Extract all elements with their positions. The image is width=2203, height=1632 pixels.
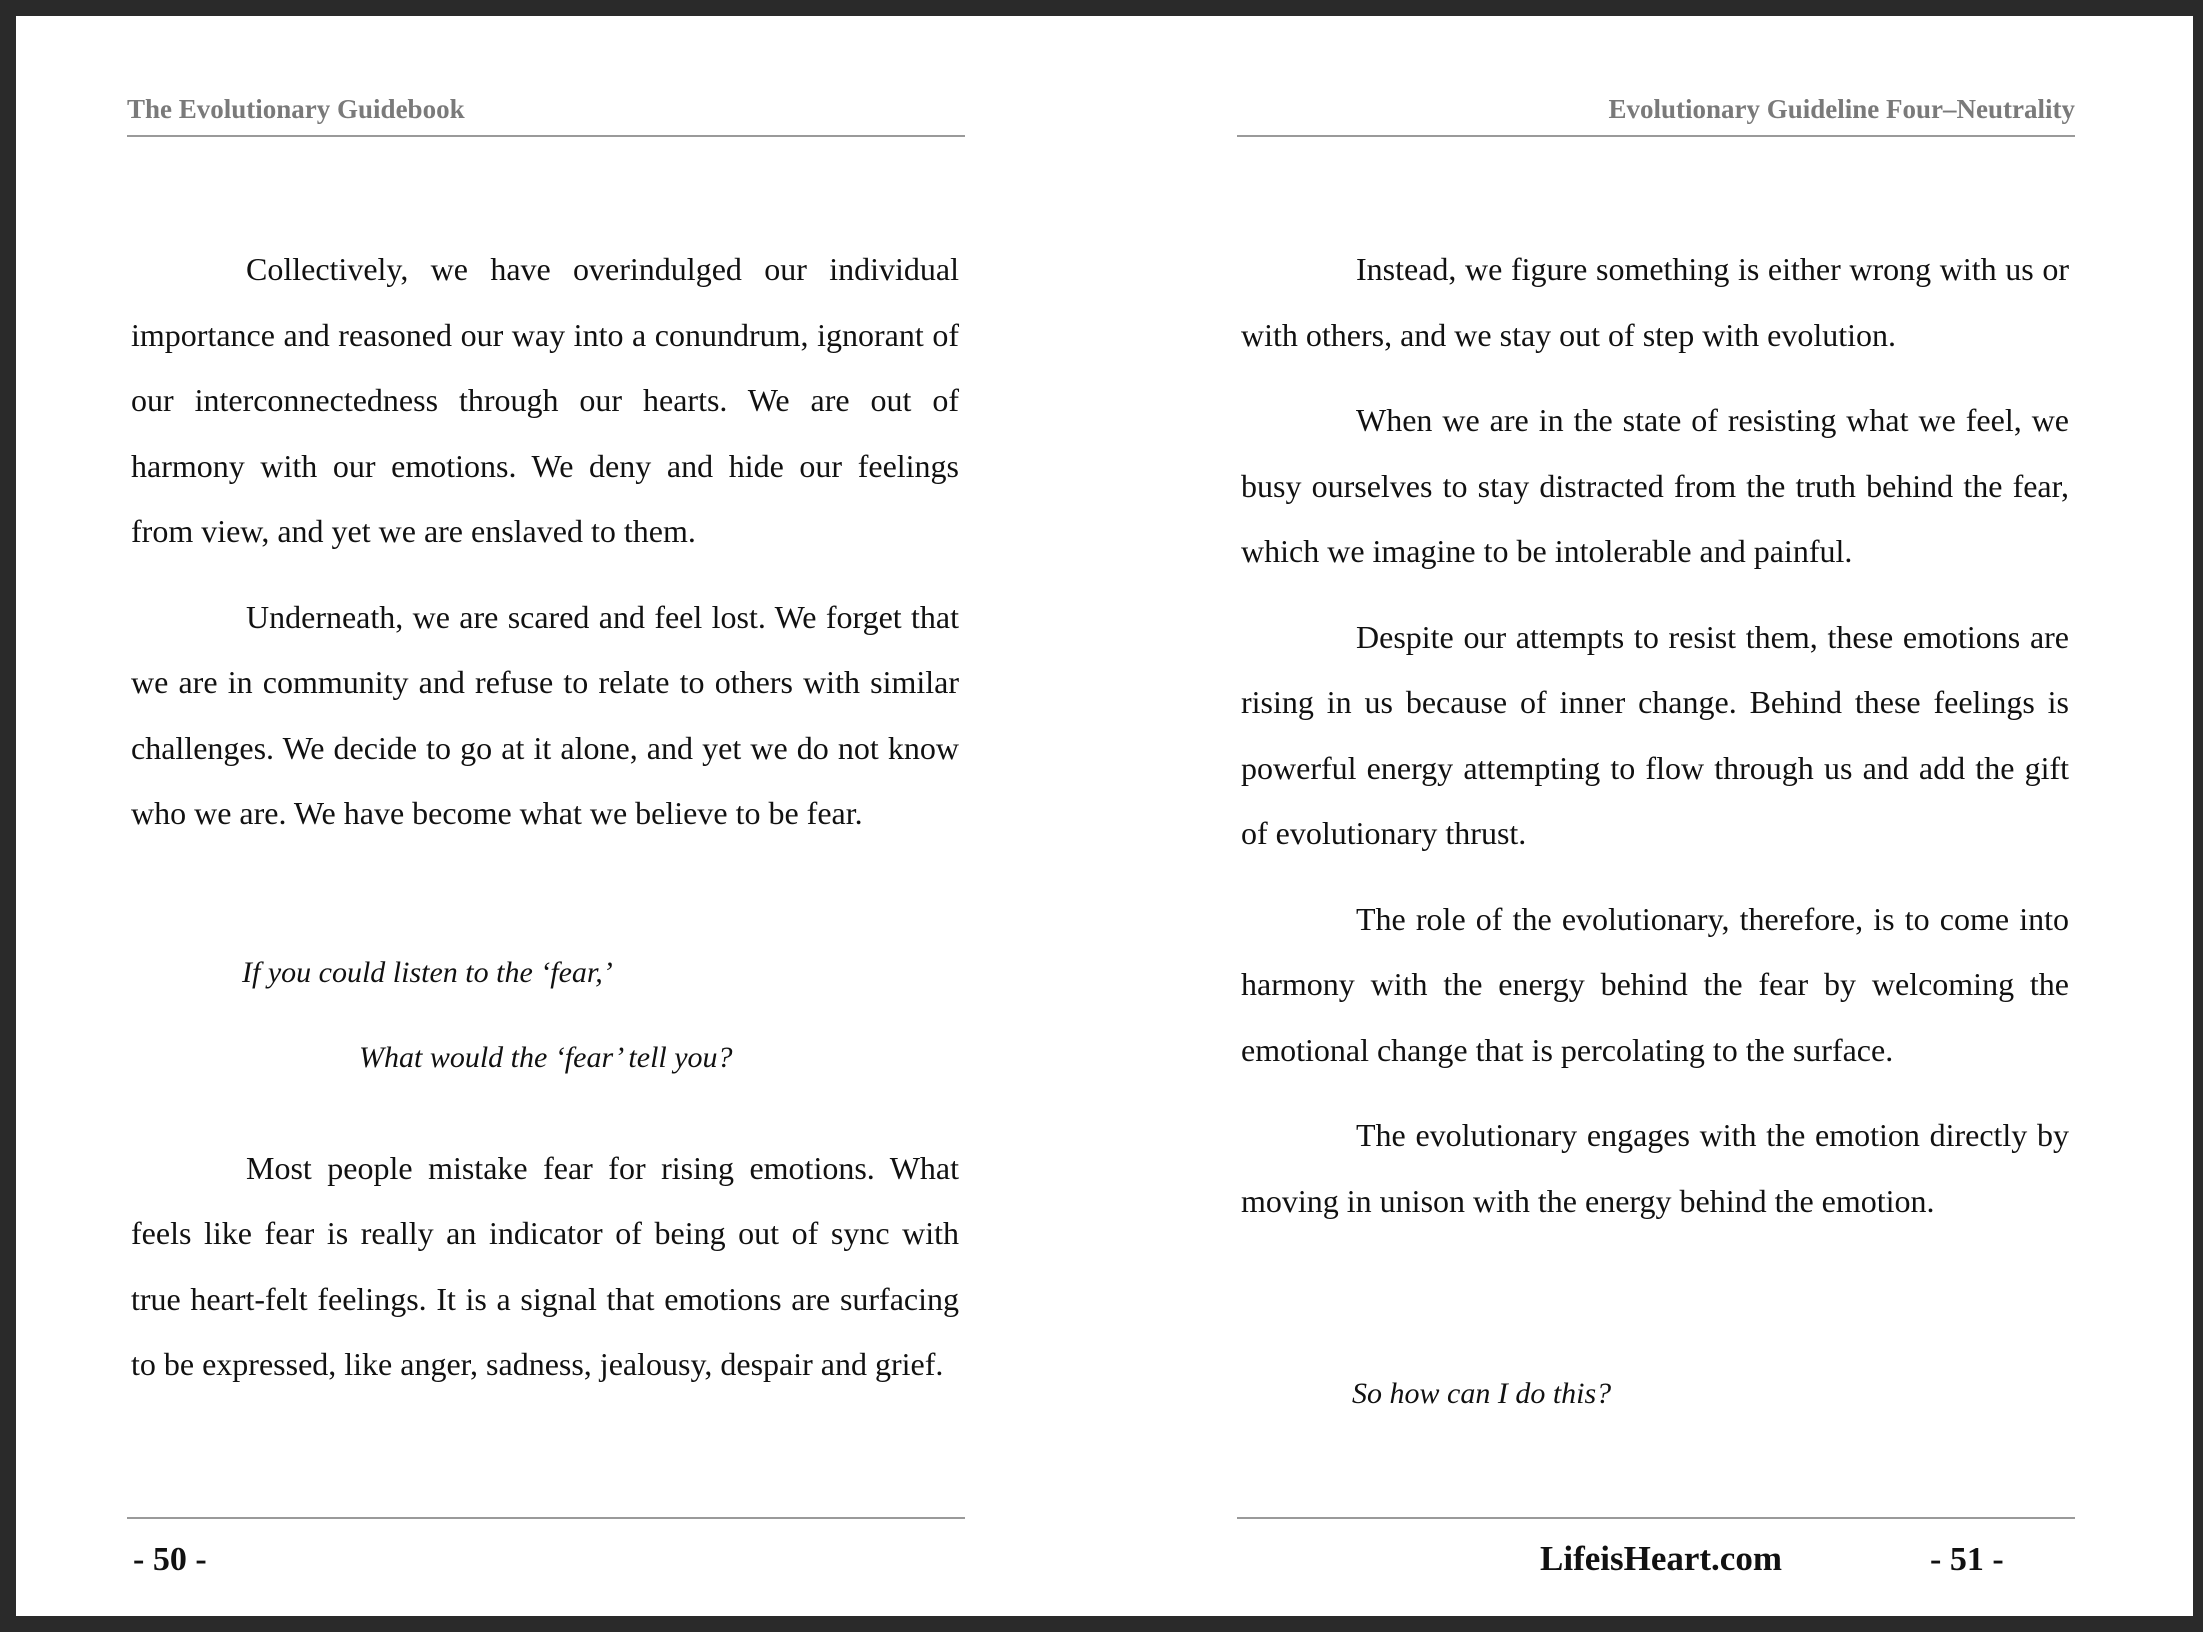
right-footer bbox=[1237, 1517, 2075, 1578]
right-body-text bbox=[1241, 237, 2069, 1414]
left-footer bbox=[127, 1517, 965, 1578]
paragraph: The role of the evolutionary, therefore, is to come into harmony with the energy behind the fear by welcoming the emotional change that is percolating to the surface. bbox=[1241, 900, 2069, 1068]
paragraph: The evolutionary engages with the emotion directly by moving in unison with the energy behind the emotion. bbox=[1241, 1117, 2069, 1219]
paragraph: Despite our attempts to resist them, these emotions are rising in us because of inner change. Behind these feelings is powerful energy attempting to flow through us and add the gift of evolutionary thrust. bbox=[1241, 618, 2069, 851]
paragraph: Instead, we figure something is either wrong with us or with others, and we stay out of step with evolution. bbox=[1241, 251, 2069, 353]
quote-line: What would the ‘fear’ tell you? bbox=[359, 1040, 733, 1074]
paragraph: Most people mistake fear for rising emotions. What feels like fear is really an indicator of being out of sync with true heart-felt feelings. It is a signal that emotions are surfacing to be expressed, like anger, sadness, jealousy, despair and grief. bbox=[131, 1149, 959, 1382]
right-page bbox=[1237, 16, 2075, 1616]
page-number: - 51 - bbox=[1930, 1541, 2004, 1578]
left-body-text bbox=[131, 237, 959, 1418]
quote-line: So how can I do this? bbox=[1352, 1377, 1612, 1410]
paragraph: Collectively, we have overindulged our individual importance and reasoned our way into a conundrum, ignorant of our interconnectedness through our hearts. We are out of harmony with our emotions. We deny and hide our feelings from view, and yet we are enslaved to them. bbox=[131, 251, 959, 549]
right-running-head: Evolutionary Guideline Four–Neutrality bbox=[1237, 94, 2075, 137]
quote-line: If you could listen to the ‘fear,’ bbox=[242, 955, 613, 989]
book-spread bbox=[16, 16, 2193, 1616]
paragraph: Underneath, we are scared and feel lost. We forget that we are in community and refuse to relate to others with similar challenges. We decide to go at it alone, and yet we do not know who we are. We have become what we believe to be fear. bbox=[131, 598, 959, 831]
left-running-head: The Evolutionary Guidebook bbox=[127, 94, 965, 137]
footer-site-link: LifeisHeart.com bbox=[1540, 1539, 1782, 1578]
page-number: - 50 - bbox=[133, 1541, 207, 1578]
left-page bbox=[127, 16, 965, 1616]
paragraph: When we are in the state of resisting what we feel, we busy ourselves to stay distracted from the truth behind the fear, which we imagine to be intolerable and painful. bbox=[1241, 402, 2069, 569]
